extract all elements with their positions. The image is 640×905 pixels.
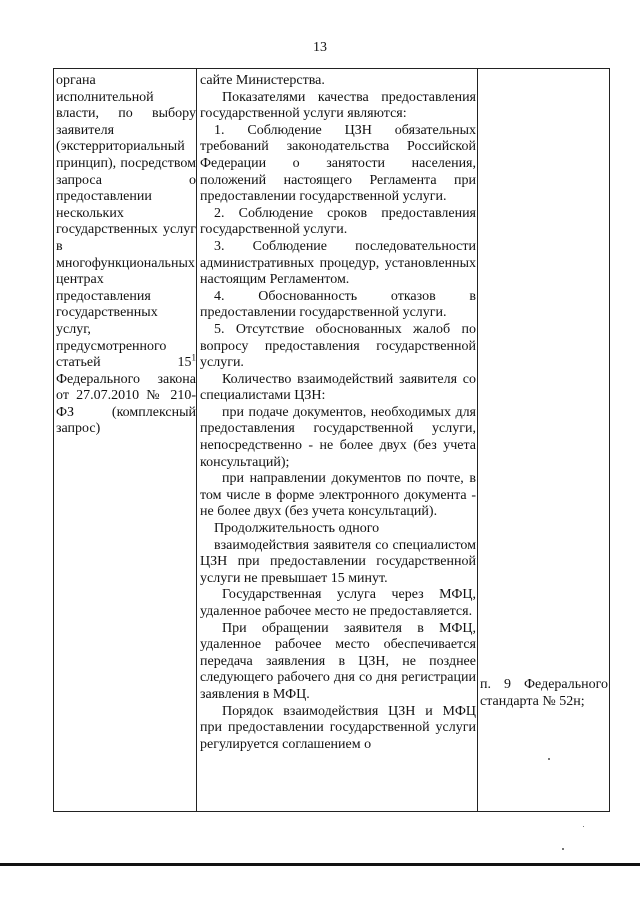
paragraph: 1. Соблюдение ЦЗН обязательных требований законодательства Российской Федерации о занятости населения, положений настоящего Регламента при предоставлении государственной услуги. [200,122,476,205]
paragraph: сайте Министерства. [200,73,325,88]
paragraph: Порядок взаимодействия ЦЗН и МФЦ при предоставлении государственной услуги регулируется соглашением о [200,703,476,752]
paragraph: при подаче документов, необходимых для предоставления государственной услуги, непосредственно - не более двух (без учета консультаций); [200,404,476,470]
scan-speck [548,758,550,760]
paragraph: Государственная услуга через МФЦ, удаленное рабочее место не предоставляется. [200,587,476,619]
scan-speck [583,826,584,827]
paragraph: 2. Соблюдение сроков предоставления государственной услуги. [200,205,476,238]
page-number: 13 [313,40,327,55]
cell-text: органа исполнительной власти, по выбору заявителя (экстерриториальный принцип), посредством запроса о предоставлении нескольких государственных услуг в многофункциональных центрах предоставления государственных услуг, предусмотренного статьей 15 [56,73,196,371]
cell-text: Федерального закона от 27.07.2010 № 210-ФЗ (комплексный запрос) [56,371,196,437]
table-cell-requirements [200,73,476,753]
paragraph: при направлении документов по почте, в том числе в форме электронного документа - не более двух (без учета консультаций). [200,471,476,520]
column-divider [196,69,197,811]
table-cell-applicability [56,73,196,438]
paragraph: 5. Отсутствие обоснованных жалоб по вопросу предоставления государственной услуги. [200,321,476,371]
scan-speck [562,848,564,850]
table-cell-source [480,677,608,710]
paragraph: При обращении заявителя в МФЦ, удаленное рабочее место обеспечивается передача заявления в ЦЗН, не позднее следующего рабочего дня со дня регистрации заявления в МФЦ. [200,620,476,702]
scan-edge-line [0,863,640,866]
regulation-table [53,68,610,812]
source-reference: п. 9 Федерального стандарта № 52н; [480,677,608,709]
superscript: 1 [191,352,196,363]
column-divider [477,69,478,811]
paragraph: взаимодействия заявителя со специалистом ЦЗН при предоставлении государственной услуги не превышает 15 минут. [200,537,476,586]
paragraph: Количество взаимодействий заявителя со специалистами ЦЗН: [200,371,476,404]
paragraph: Показателями качества предоставления государственной услуги являются: [200,89,476,122]
paragraph: 3. Соблюдение последовательности административных процедур, установленных настоящим Регламентом. [200,238,476,288]
paragraph: Продолжительность одного [214,521,380,537]
paragraph: 4. Обоснованность отказов в предоставлении государственной услуги. [200,288,476,321]
